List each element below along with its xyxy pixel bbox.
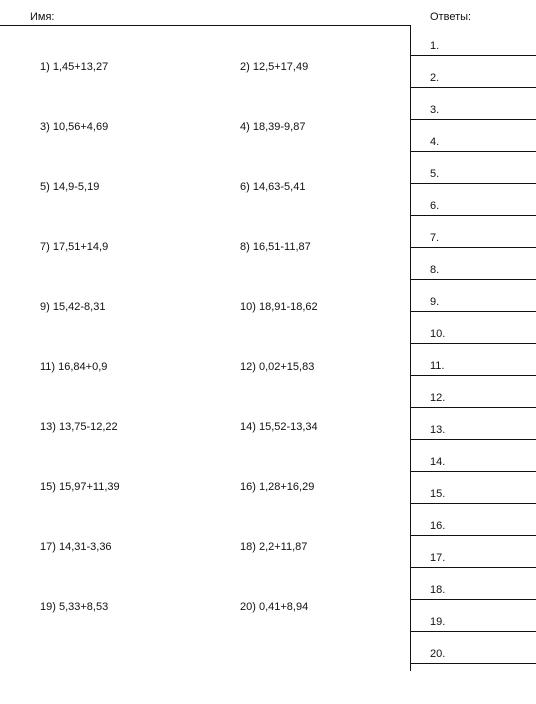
answer-number: 2. (430, 72, 440, 84)
answer-line[interactable] (411, 599, 536, 600)
answer-line[interactable] (411, 311, 536, 312)
answer-line[interactable] (411, 567, 536, 568)
problem-item: 2) 12,5+17,49 (240, 61, 309, 73)
problem-item: 4) 18,39-9,87 (240, 121, 306, 133)
problem-item: 20) 0,41+8,94 (240, 601, 309, 613)
problem-item: 5) 14,9-5,19 (40, 181, 100, 193)
answer-number: 12. (430, 392, 446, 404)
problem-item: 18) 2,2+11,87 (240, 541, 308, 553)
answer-number: 14. (430, 456, 446, 468)
answer-number: 3. (430, 104, 440, 116)
answer-number: 1. (430, 40, 440, 52)
problem-item: 10) 18,91-18,62 (240, 301, 318, 313)
answer-number: 15. (430, 488, 446, 500)
problem-item: 9) 15,42-8,31 (40, 301, 106, 313)
answer-number: 17. (430, 552, 446, 564)
answer-line[interactable] (411, 375, 536, 376)
answer-line[interactable] (411, 279, 536, 280)
problem-item: 17) 14,31-3,36 (40, 541, 112, 553)
answer-line[interactable] (411, 439, 536, 440)
problem-item: 3) 10,56+4,69 (40, 121, 109, 133)
problem-item: 6) 14,63-5,41 (240, 181, 306, 193)
problem-item: 12) 0,02+15,83 (240, 361, 315, 373)
answer-line[interactable] (411, 535, 536, 536)
problem-item: 7) 17,51+14,9 (40, 241, 109, 253)
answer-line[interactable] (411, 343, 536, 344)
answer-number: 11. (430, 360, 445, 372)
answer-number: 16. (430, 520, 446, 532)
answer-number: 4. (430, 136, 440, 148)
answer-number: 10. (430, 328, 446, 340)
answer-line[interactable] (411, 471, 536, 472)
answers-column (411, 0, 536, 704)
problem-item: 11) 16,84+0,9 (40, 361, 108, 373)
answer-number: 20. (430, 648, 446, 660)
answer-number: 19. (430, 616, 446, 628)
answer-line[interactable] (411, 247, 536, 248)
answer-number: 6. (430, 200, 440, 212)
name-label: Имя: (30, 11, 55, 23)
problem-item: 14) 15,52-13,34 (240, 421, 318, 433)
answer-line[interactable] (411, 119, 536, 120)
answer-line[interactable] (411, 407, 536, 408)
problem-item: 19) 5,33+8,53 (40, 601, 109, 613)
answer-number: 8. (430, 264, 440, 276)
answer-line[interactable] (411, 663, 536, 664)
problem-item: 8) 16,51-11,87 (240, 241, 311, 253)
answer-number: 7. (430, 232, 440, 244)
answer-number: 5. (430, 168, 440, 180)
answer-line[interactable] (411, 631, 536, 632)
answers-title: Ответы: (430, 11, 472, 23)
answer-line[interactable] (411, 55, 536, 56)
answer-number: 9. (430, 296, 440, 308)
answer-line[interactable] (411, 503, 536, 504)
problem-item: 15) 15,97+11,39 (40, 481, 120, 493)
answer-number: 18. (430, 584, 446, 596)
answer-line[interactable] (411, 183, 536, 184)
answer-line[interactable] (411, 87, 536, 88)
problem-item: 1) 1,45+13,27 (40, 61, 109, 73)
answer-line[interactable] (411, 215, 536, 216)
problem-item: 13) 13,75-12,22 (40, 421, 118, 433)
answer-number: 13. (430, 424, 446, 436)
answer-line[interactable] (411, 151, 536, 152)
problem-item: 16) 1,28+16,29 (240, 481, 315, 493)
